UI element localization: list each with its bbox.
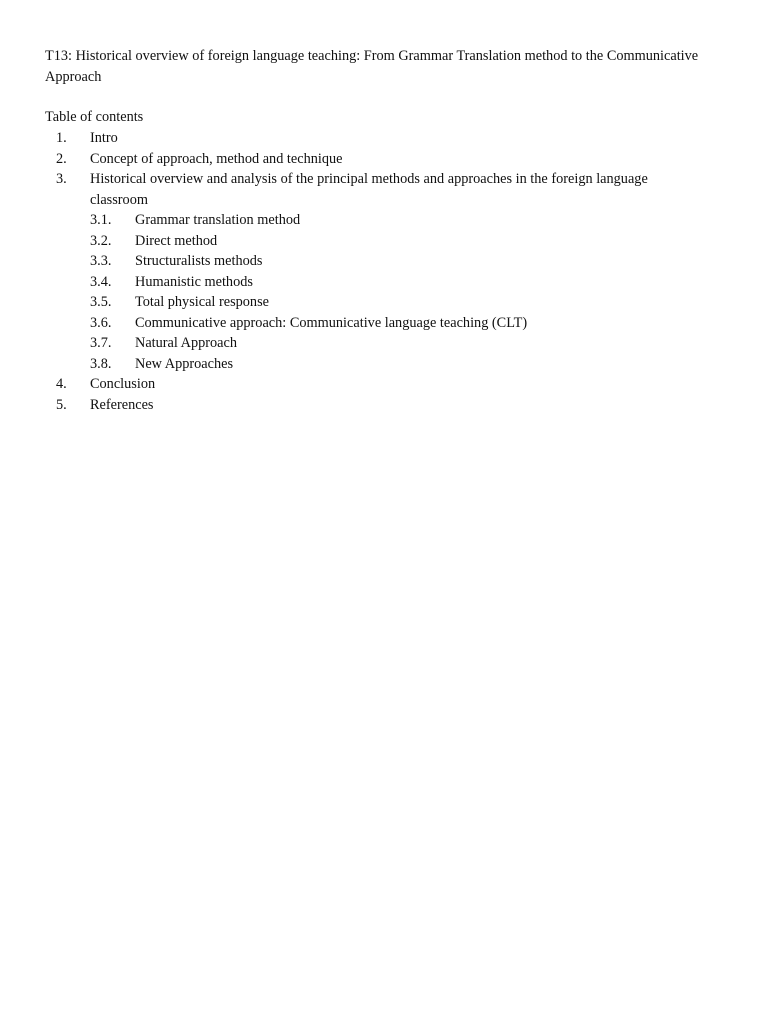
toc-item-3-2 <box>0 231 768 252</box>
toc-item-3-5 <box>0 292 768 313</box>
toc-subitem-number: 3.2. <box>90 232 112 249</box>
toc-subitem-label: Structuralists methods <box>135 253 263 269</box>
toc-subitem-number: 3.1. <box>90 212 112 228</box>
toc-item-label: Intro <box>90 130 118 146</box>
toc-item-label: Conclusion <box>90 376 156 392</box>
toc-item-3 <box>0 169 768 210</box>
toc-item-number: 5. <box>56 396 67 413</box>
toc-subitem-number: 3.6. <box>90 314 112 331</box>
toc-subitem-label: Total physical response <box>135 294 269 310</box>
toc-subitem-label: Direct method <box>135 232 218 249</box>
table-of-contents <box>0 128 768 415</box>
toc-subitem-label: Grammar translation method <box>135 212 301 228</box>
toc-item-number: 4. <box>56 376 67 392</box>
toc-item-number: 1. <box>56 130 67 146</box>
toc-item-4 <box>0 374 768 395</box>
toc-subitem-label: Humanistic methods <box>135 273 253 290</box>
toc-item-label: References <box>90 396 154 413</box>
toc-item-3-1 <box>0 210 768 231</box>
toc-item-3-4 <box>0 272 768 293</box>
toc-item-number: 3. <box>56 171 67 187</box>
toc-item-2 <box>0 149 768 170</box>
toc-subitem-number: 3.8. <box>90 355 112 372</box>
toc-subitem-number: 3.4. <box>90 273 112 290</box>
toc-item-label: Historical overview and analysis of the principal methods and approaches in the foreign language classroom <box>90 171 648 208</box>
toc-item-5 <box>0 395 768 416</box>
toc-subitem-number: 3.5. <box>90 294 112 310</box>
toc-subitem-label: New Approaches <box>135 355 234 372</box>
toc-subitem-number: 3.7. <box>90 335 112 351</box>
toc-item-1 <box>0 128 768 149</box>
toc-subitem-label: Natural Approach <box>135 335 238 351</box>
toc-item-3-6 <box>0 313 768 334</box>
toc-item-3-3 <box>0 251 768 272</box>
toc-item-3-7 <box>0 333 768 354</box>
toc-subitem-number: 3.3. <box>90 253 112 269</box>
toc-item-3-8 <box>0 354 768 375</box>
toc-heading: Table of contents <box>45 109 144 125</box>
toc-item-label: Concept of approach, method and technique <box>90 150 343 167</box>
document-title: T13: Historical overview of foreign language teaching: From Grammar Translation method to the Communicative Approach <box>45 48 699 85</box>
toc-subitem-label: Communicative approach: Communicative language teaching (CLT) <box>135 314 528 331</box>
toc-item-number: 2. <box>56 150 67 167</box>
